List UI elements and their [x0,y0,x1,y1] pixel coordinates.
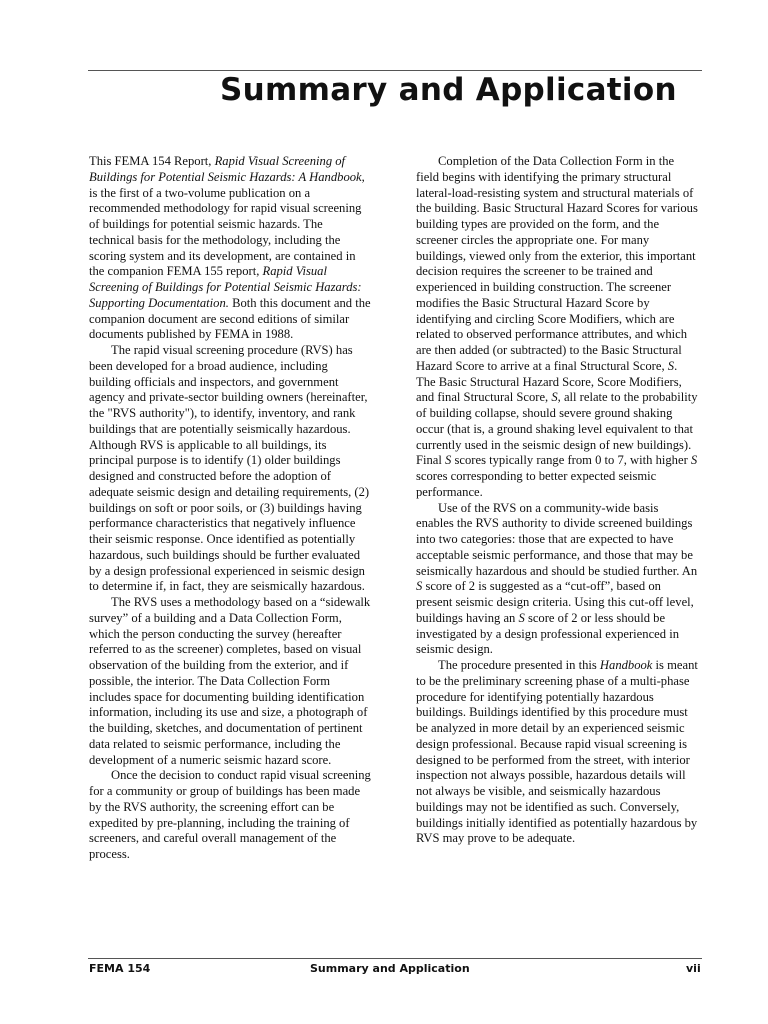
companion-title-italic: Rapid Visual Screening of Buildings for Potential Seismic Hazards: Supporting Documentation. [89,264,362,310]
right-column [416,154,698,847]
paragraph: The rapid visual screening procedure (RVS) has been developed for a broad audience, including building officials and inspectors, and government agency and private-sector building owners (hereinafter, the "RVS authority"), to identify, inventory, and rank buildings that are potentially seismically hazardous. Although RVS is applicable to all buildings, its principal purpose is to identify (1) older buildings designed and constructed before the adoption of adequate seismic design and detailing requirements, (2) buildings on soft or poor soils, or (3) buildings having performance characteristics that negatively influence their seismic response. Once identified as potentially hazardous, such buildings should be further evaluated by a design professional experienced in seismic design to determine if, in fact, they are seismically hazardous. [89,343,370,594]
score-symbol: S [667,358,675,373]
left-column [89,154,371,863]
paragraph: Use of the RVS on a community-wide basis enables the RVS authority to divide screened buildings into two categories: those that are expected to have acceptable seismic performance, and those that may be seismically hazardous and should be studied further. An S score of 2 is suggested as a “cut-off”, based on present seismic design criteria. Using this cut-off level, buildings having an S score of 2 or less should be investigated by a design professional experienced in seismic design. [416,500,698,657]
footer-publication: FEMA 154 [89,962,151,975]
report-title-italic: Rapid Visual Screening of Buildings for Potential Seismic Hazards: A Handbook [89,154,362,184]
paragraph: The RVS uses a methodology based on a “sidewalk survey” of a building and a Data Collection Form, which the person conducting the survey (hereafter referred to as the screener) completes, based on visual observation of the building from the exterior, and if possible, the interior. The Data Collection Form includes space for documenting building identification information, including its use and size, a photograph of the building, sketches, and documentation of pertinent data related to seismic performance, including the development of a numeric seismic hazard score. [89,595,371,767]
score-symbol: S [551,390,558,405]
footer-section-title: Summary and Application [310,962,470,975]
score-symbol: S [445,453,452,468]
score-symbol: S [690,453,698,468]
paragraph: Completion of the Data Collection Form in the field begins with identifying the primary structural lateral-load-resisting system and structural materials of the building. Basic Structural Hazard Scores for various building types are provided on the form, and the screener circles the appropriate one. For many buildings, viewed only from the exterior, this important decision requires the screener to be trained and experienced in building construction. The screener modifies the Basic Structural Hazard Score by identifying and circling Score Modifiers, which are related to observed performance attributes, and which are then added (or subtracted) to the Basic Structural Hazard Score to arrive at a final Structural Score, S. The Basic Structural Hazard Score, Score Modifiers, and final Structural Score, S, all relate to the probability of building collapse, should severe ground shaking occur (that is, a ground shaking level equivalent to that currently used in the seismic design of new buildings). Final S scores typically range from 0 to 7, with higher S scores corresponding to better expected seismic performance. [416,154,698,499]
paragraph: Once the decision to conduct rapid visual screening for a community or group of buildings has been made by the RVS authority, the screening effort can be expedited by pre-planning, including the training of screeners, and careful overall management of the process. [89,768,371,861]
header-rule [88,70,702,71]
score-symbol: S [416,579,423,594]
score-symbol: S [518,610,525,625]
paragraph: The procedure presented in this Handbook is meant to be the preliminary screening phase of a multi-phase procedure for identifying potentially hazardous buildings. Buildings identified by this procedure must be analyzed in more detail by an experienced seismic design professional. Because rapid visual screening is designed to be performed from the street, with interior inspection not always possible, hazardous details will not always be visible, and seismically hazardous buildings may not be identified as such. Conversely, buildings initially identified as potentially hazardous by RVS may prove to be adequate. [416,658,698,846]
footer-rule [88,958,702,959]
paragraph: This FEMA 154 Report, Rapid Visual Screening of Buildings for Potential Seismic Hazards: A Handbook, is the first of a two-volume publication on a recommended methodology for rapid visual screening of buildings for potential seismic hazards. The technical basis for the methodology, including the scoring system and its development, are contained in the companion FEMA 155 report, Rapid Visual Screening of Buildings for Potential Seismic Hazards: Supporting Documentation. Both this document and the companion document are second editions of similar documents published by FEMA in 1988. [89,154,371,342]
page-title: Summary and Application [220,72,677,108]
page-number: vii [686,962,701,975]
handbook-italic: Handbook [599,658,653,672]
